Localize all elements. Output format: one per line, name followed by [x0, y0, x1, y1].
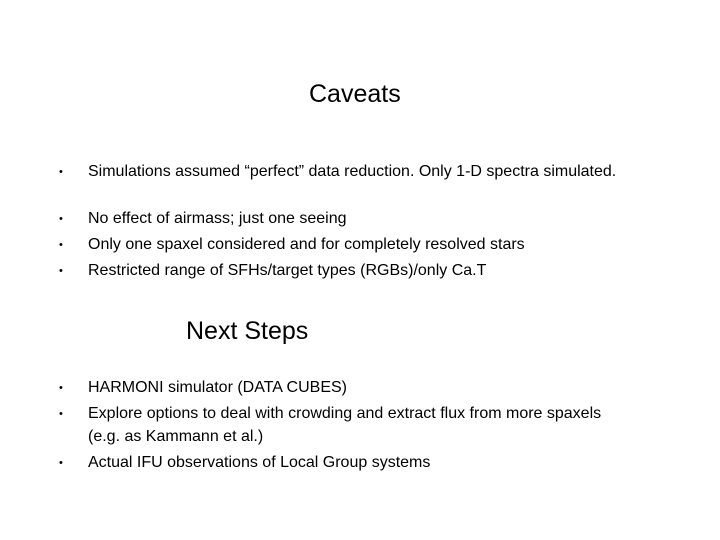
caveat-text: Only one spaxel considered and for completely resolved stars — [88, 236, 525, 253]
bullet-icon: • — [59, 382, 63, 394]
next-step-text: Explore options to deal with crowding and extract flux from more spaxels (e.g. as Kammann et al.) — [88, 405, 602, 445]
bullet-icon: • — [59, 408, 63, 420]
bullet-icon: • — [59, 457, 63, 469]
caveats-title: Caveats — [309, 80, 401, 108]
bullet-icon: • — [59, 239, 63, 251]
next-step-text: Actual IFU observations of Local Group systems — [88, 454, 431, 471]
next-step-text: HARMONI simulator (DATA CUBES) — [88, 379, 347, 396]
caveat-text: No effect of airmass; just one seeing — [88, 210, 347, 227]
caveat-text: Simulations assumed “perfect” data reduction. Only 1-D spectra simulated. — [88, 163, 617, 180]
bullet-icon: • — [59, 213, 63, 225]
bullet-icon: • — [59, 265, 63, 277]
next-steps-title: Next Steps — [186, 317, 309, 345]
bullet-icon: • — [59, 166, 63, 178]
caveat-text: Restricted range of SFHs/target types (RGBs)/only Ca.T — [88, 262, 487, 279]
